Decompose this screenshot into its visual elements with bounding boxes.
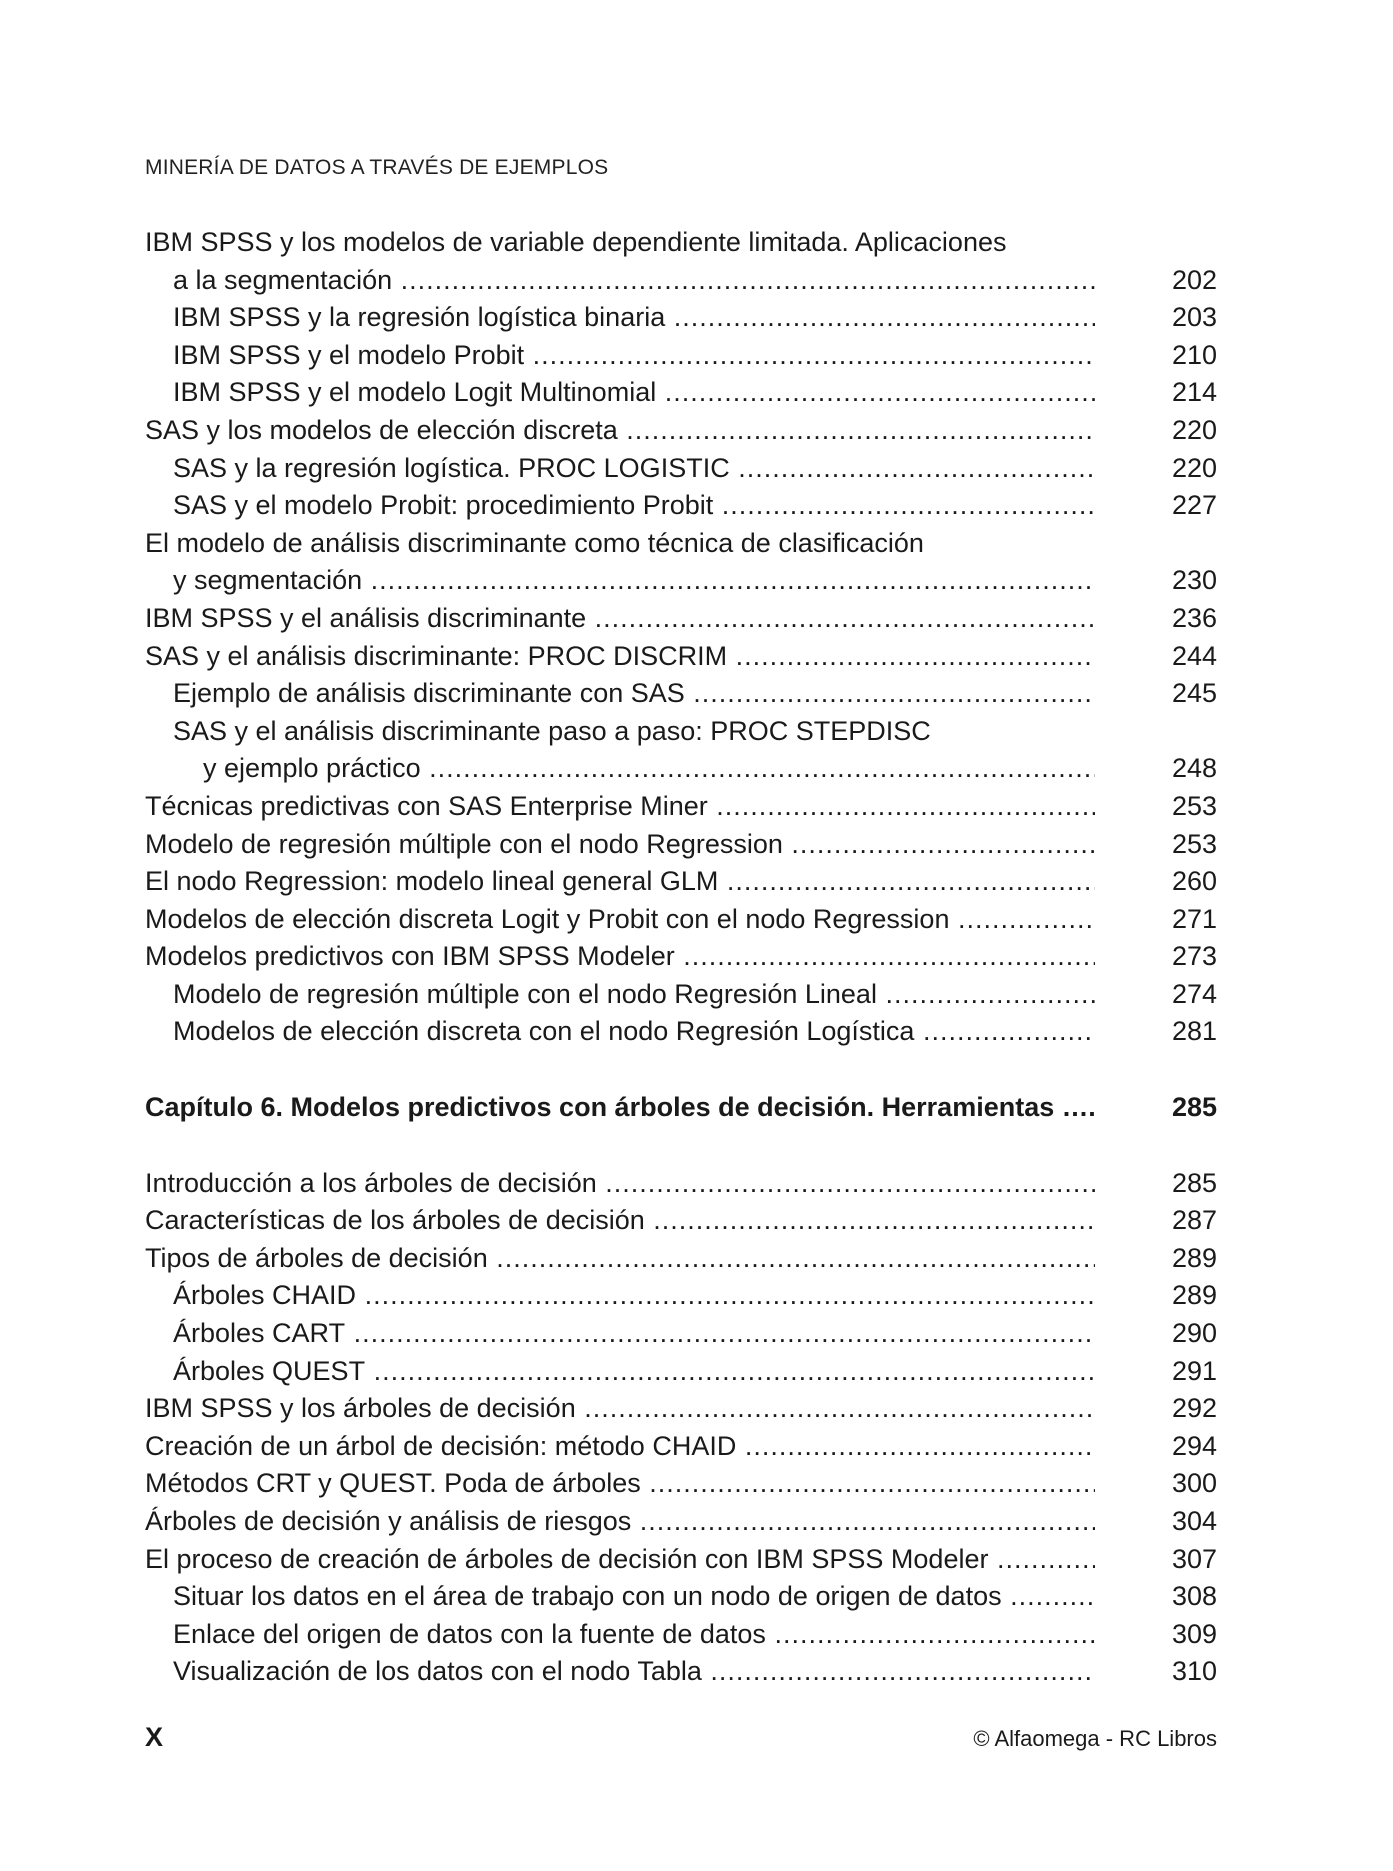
toc-entry	[145, 450, 1217, 488]
page-number: X	[145, 1722, 164, 1752]
toc-entry-title: Modelo de regresión múltiple con el nodo Regresión Lineal .....	[173, 976, 1095, 1014]
toc-entry-title: Introducción a los árboles de decisión .....	[145, 1165, 1095, 1203]
toc-entry-title: Creación de un árbol de decisión: método CHAID .....	[145, 1428, 1095, 1466]
toc-entry-title: SAS y la regresión logística. PROC LOGISTIC .....	[173, 450, 1095, 488]
toc-entry	[145, 638, 1217, 676]
toc-entry-title: IBM SPSS y los árboles de decisión .....	[145, 1390, 1095, 1428]
toc-entry-title: Tipos de árboles de decisión .....	[145, 1240, 1095, 1278]
toc-entry-title: IBM SPSS y el modelo Logit Multinomial .....	[173, 374, 1095, 412]
toc-entry-title: Árboles QUEST .....	[173, 1353, 1095, 1391]
toc-entry-page: 285	[1171, 1092, 1217, 1123]
copyright-notice: © Alfaomega - RC Libros	[973, 1726, 1217, 1751]
toc-entry-page: 285	[1171, 1167, 1217, 1198]
toc-entry-title: Capítulo 6. Modelos predictivos con árboles de decisión. Herramientas .....	[145, 1089, 1095, 1127]
toc-entry	[145, 1428, 1217, 1466]
toc-entry	[145, 487, 1217, 525]
toc-entry-page: 304	[1171, 1506, 1217, 1536]
toc-entry	[145, 1578, 1217, 1616]
toc-entry	[145, 1353, 1217, 1391]
toc-entry-page: 300	[1171, 1468, 1217, 1499]
toc-entry-title: Árboles CART .....	[173, 1315, 1095, 1353]
toc-entry-page: 273	[1171, 941, 1217, 972]
toc-entry	[145, 1315, 1217, 1353]
toc-entry	[145, 374, 1217, 412]
toc-entry-title: Visualización de los datos con el nodo Tabla .....	[173, 1653, 1095, 1691]
toc-entry	[145, 1165, 1217, 1203]
toc-entry-page: 227	[1171, 490, 1217, 521]
toc-entry-title: y ejemplo práctico .....	[203, 750, 1095, 788]
toc-entry-title: Modelos de elección discreta Logit y Probit con el nodo Regression .....	[145, 901, 1095, 939]
toc-entry-page: 244	[1171, 640, 1217, 671]
toc-entry-title: Árboles CHAID .....	[173, 1277, 1095, 1315]
toc-entry-page: 292	[1171, 1393, 1217, 1424]
toc-entry-page: 214	[1171, 377, 1217, 408]
toc-entry	[145, 412, 1217, 450]
toc-entry-title: IBM SPSS y el análisis discriminante .....	[145, 600, 1095, 638]
toc-entry-title: a la segmentación .....	[173, 262, 1095, 300]
toc-entry-page: 309	[1171, 1618, 1217, 1649]
toc-entry	[145, 938, 1217, 976]
toc-chapter-heading	[145, 1089, 1217, 1127]
toc-entry	[145, 337, 1217, 375]
toc-entry-page: 308	[1171, 1581, 1217, 1612]
toc-entry-title: Modelos de elección discreta con el nodo Regresión Logística .....	[173, 1013, 1095, 1051]
toc-entry-page: 236	[1171, 602, 1217, 633]
toc-entry-title: IBM SPSS y la regresión logística binaria .....	[173, 299, 1095, 337]
toc-entry-page: 203	[1171, 302, 1217, 333]
toc-entry-page: 287	[1171, 1205, 1217, 1236]
toc-entry-page: 307	[1171, 1543, 1217, 1574]
toc-entry-title: Ejemplo de análisis discriminante con SAS .....	[173, 675, 1095, 713]
running-header: MINERÍA DE DATOS A TRAVÉS DE EJEMPLOS	[145, 156, 609, 179]
toc-entry-page: 291	[1171, 1355, 1217, 1386]
toc-entry-title: IBM SPSS y los modelos de variable dependiente limitada. Aplicaciones	[145, 227, 1007, 257]
toc-entry	[145, 1465, 1217, 1503]
toc-entry-title: Características de los árboles de decisión .....	[145, 1202, 1095, 1240]
toc-entry	[145, 863, 1217, 901]
toc-entry	[145, 750, 1217, 788]
toc-entry	[145, 826, 1217, 864]
toc-entry-title: y segmentación .....	[173, 562, 1095, 600]
toc-entry-title: SAS y el modelo Probit: procedimiento Probit .....	[173, 487, 1095, 525]
toc-entry	[145, 976, 1217, 1014]
toc-entry-title: El proceso de creación de árboles de decisión con IBM SPSS Modeler .....	[145, 1541, 1095, 1579]
toc-entry	[145, 1390, 1217, 1428]
toc-entry	[145, 1503, 1217, 1541]
toc-entry	[145, 675, 1217, 713]
toc-entry-page: 294	[1171, 1430, 1217, 1461]
toc-entry-page: 289	[1171, 1242, 1217, 1273]
toc-entry-page: 310	[1171, 1656, 1217, 1687]
toc-entry	[145, 788, 1217, 826]
toc-entry-page: 220	[1171, 414, 1217, 445]
toc-entry	[145, 713, 1217, 751]
toc-entry-page: 253	[1171, 790, 1217, 821]
toc-entry-title: Enlace del origen de datos con la fuente de datos .....	[173, 1616, 1095, 1654]
toc-entry-page: 220	[1171, 452, 1217, 483]
toc-entry-title: SAS y el análisis discriminante: PROC DISCRIM .....	[145, 638, 1095, 676]
toc-entry	[145, 299, 1217, 337]
toc-entry-title: El modelo de análisis discriminante como técnica de clasificación	[145, 527, 924, 558]
toc-entry-page: 202	[1171, 264, 1217, 295]
toc-entry	[145, 600, 1217, 638]
toc-entry-title: El nodo Regression: modelo lineal general GLM .....	[145, 863, 1095, 901]
toc-entry-page: 210	[1171, 339, 1217, 370]
toc-entry-title: SAS y el análisis discriminante paso a paso: PROC STEPDISC	[173, 715, 931, 746]
toc-entry-page: 248	[1171, 753, 1217, 784]
toc-entry-page: 245	[1171, 678, 1217, 709]
toc-entry	[145, 562, 1217, 600]
toc-entry	[145, 901, 1217, 939]
table-of-contents	[145, 224, 1217, 1691]
toc-entry	[145, 1616, 1217, 1654]
toc-entry-page: 281	[1171, 1016, 1217, 1047]
toc-entry-page: 253	[1171, 828, 1217, 859]
toc-entry	[145, 1277, 1217, 1315]
toc-entry-title: Técnicas predictivas con SAS Enterprise Miner .....	[145, 788, 1095, 826]
toc-entry	[145, 224, 1217, 262]
toc-entry	[145, 525, 1217, 563]
toc-entry	[145, 1541, 1217, 1579]
toc-entry-page: 289	[1171, 1280, 1217, 1311]
toc-entry-page: 290	[1171, 1318, 1217, 1349]
toc-entry-title: Situar los datos en el área de trabajo con un nodo de origen de datos .....	[173, 1578, 1095, 1616]
toc-entry-title: Métodos CRT y QUEST. Poda de árboles .....	[145, 1465, 1095, 1503]
toc-entry	[145, 1202, 1217, 1240]
toc-entry-title: Modelo de regresión múltiple con el nodo Regression .....	[145, 826, 1095, 864]
toc-entry-title: IBM SPSS y el modelo Probit .....	[173, 337, 1095, 375]
toc-entry-page: 274	[1171, 978, 1217, 1009]
toc-entry	[145, 1240, 1217, 1278]
toc-entry	[145, 1653, 1217, 1691]
toc-entry-title: SAS y los modelos de elección discreta .....	[145, 412, 1095, 450]
toc-entry	[145, 262, 1217, 300]
toc-entry-page: 230	[1171, 565, 1217, 596]
toc-entry-page: 260	[1171, 866, 1217, 897]
toc-entry-title: Modelos predictivos con IBM SPSS Modeler .....	[145, 938, 1095, 976]
toc-entry-title: Árboles de decisión y análisis de riesgos .....	[145, 1503, 1095, 1541]
toc-entry-page: 271	[1171, 903, 1217, 934]
toc-entry	[145, 1013, 1217, 1051]
